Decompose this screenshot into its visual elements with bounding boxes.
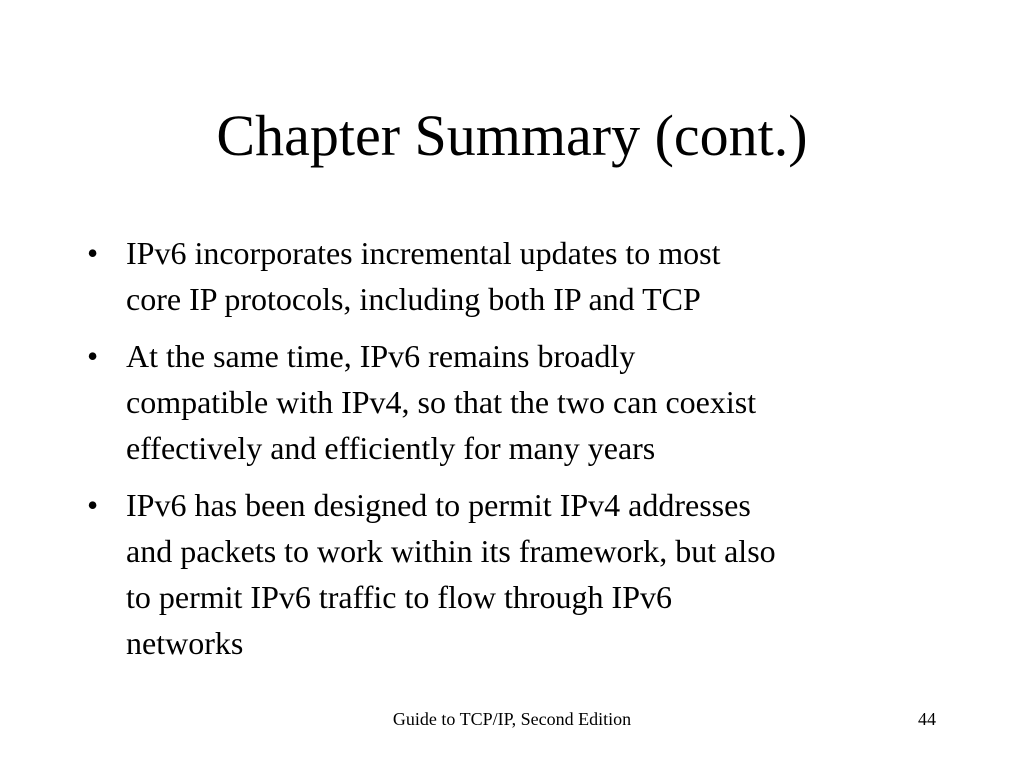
page-number: 44: [918, 709, 936, 729]
bullet-item: [82, 230, 962, 322]
bullet-line: IPv6 incorporates incremental updates to most: [126, 235, 721, 271]
bullet-list: [82, 230, 962, 677]
footer-text: Guide to TCP/IP, Second Edition: [392, 709, 632, 729]
bullet-marker: •: [87, 235, 99, 271]
bullet-line: effectively and efficiently for many years: [126, 430, 656, 466]
bullet-item: [82, 333, 962, 471]
bullet-line: compatible with IPv4, so that the two can coexist: [126, 384, 757, 420]
bullet-marker: •: [87, 338, 99, 374]
bullet-item: [82, 482, 962, 666]
bullet-line: IPv6 has been designed to permit IPv4 addresses: [126, 487, 751, 523]
bullet-marker: •: [87, 487, 99, 523]
bullet-line: core IP protocols, including both IP and TCP: [126, 281, 701, 317]
bullet-line: networks: [126, 625, 244, 661]
bullet-line: and packets to work within its framework, but also: [126, 533, 776, 569]
slide-title: Chapter Summary (cont.): [216, 103, 808, 168]
bullet-line: At the same time, IPv6 remains broadly: [126, 338, 636, 374]
bullet-line: to permit IPv6 traffic to flow through IPv6: [126, 579, 672, 615]
